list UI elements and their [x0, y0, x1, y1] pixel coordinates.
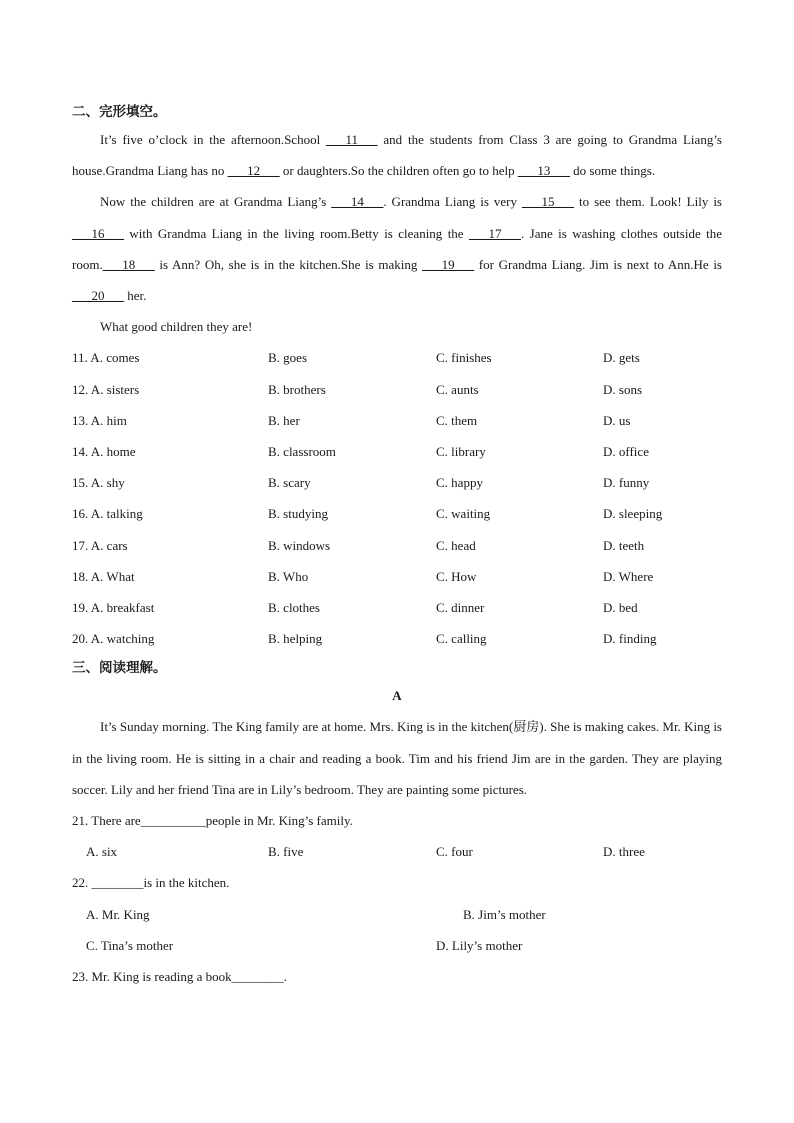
option-c: C. happy: [436, 475, 483, 491]
option-c: C. waiting: [436, 506, 491, 522]
option-c: C. aunts: [436, 381, 479, 397]
option-a: 15. A. shy: [72, 475, 125, 491]
option-b: B. helping: [268, 631, 323, 647]
option-b: B. Jim’s mother: [463, 906, 546, 922]
option-d: D. Where: [603, 568, 654, 584]
option-b: B. her: [268, 412, 300, 428]
option-c: C. dinner: [436, 599, 485, 615]
blank-11: ___11___: [326, 132, 378, 147]
option-c: C. head: [436, 537, 476, 553]
option-b: B. windows: [268, 537, 331, 553]
option-d: D. funny: [603, 475, 650, 491]
option-b: B. Who: [268, 568, 309, 584]
option-b: B. brothers: [268, 381, 326, 397]
option-d: D. office: [603, 443, 649, 459]
option-b: B. classroom: [268, 443, 336, 459]
option-d: D. sons: [603, 381, 643, 397]
option-c: C. finishes: [436, 350, 492, 366]
blank-20: ___20___: [72, 288, 124, 304]
option-a: A. six: [86, 844, 118, 860]
option-c: C. How: [436, 568, 477, 584]
cloze-option-row: [72, 498, 722, 529]
option-d: D. bed: [603, 599, 638, 615]
option-d: D. sleeping: [603, 506, 663, 522]
question-22-options-row1: [72, 899, 722, 930]
blank-16: ___16___: [72, 225, 124, 241]
option-a: 14. A. home: [72, 443, 136, 459]
option-a: 18. A. What: [72, 568, 135, 584]
option-b: B. five: [268, 844, 304, 860]
blank-12: ___12___: [227, 163, 280, 179]
option-c: C. Tina’s mother: [86, 937, 174, 953]
cloze-option-row: [72, 592, 722, 623]
blank-18: ___18___: [102, 256, 155, 272]
option-a: 16. A. talking: [72, 506, 143, 522]
reading-passage: It’s Sunday morning. The King family are at home. Mrs. King is in the kitchen(厨房). She is making cakes. Mr. King is in the living room. He is sitting in a chair and reading a book. Tim and his friend Jim are in the garden. They are playing soccer. Lily and her friend Tina are in Lily’s bedroom. They are painting some pictures.: [72, 719, 722, 797]
option-a: 12. A. sisters: [72, 381, 140, 397]
question-22: 22. ________is in the kitchen.: [72, 875, 230, 891]
section3-heading: 三、阅读理解。: [72, 660, 167, 677]
passage-title: A: [392, 688, 402, 704]
cloze-paragraph-2: Now the children are at Grandma Liang’s ___14___. Grandma Liang is very ___15___ to see them. Look! Lily is ___16___ with Grandma Liang in the living room.Betty is cleaning the ___17___. Jane is washing clothes outside the room.___18___ is Ann? Oh, she is in the kitchen.She is making ___19___ for Grandma Liang. Jim is next to Ann.He is ___20___ her.: [72, 194, 722, 304]
option-a: 19. A. breakfast: [72, 599, 155, 615]
option-a: A. Mr. King: [86, 906, 150, 922]
cloze-option-row: [72, 342, 722, 373]
option-a: 13. A. him: [72, 412, 127, 428]
option-b: B. studying: [268, 506, 328, 522]
cloze-option-row: [72, 467, 722, 498]
cloze-paragraph-3: What good children they are!: [100, 319, 253, 335]
option-a: 17. A. cars: [72, 537, 128, 553]
option-c: C. calling: [436, 631, 487, 647]
option-c: C. them: [436, 412, 478, 428]
option-d: D. us: [603, 412, 631, 428]
question-22-options-row2: [72, 930, 722, 961]
option-d: D. gets: [603, 350, 640, 366]
option-b: B. goes: [268, 350, 307, 366]
option-a: 20. A. watching: [72, 631, 155, 647]
worksheet-page: [72, 100, 722, 992]
option-d: D. finding: [603, 631, 657, 647]
option-c: C. four: [436, 844, 473, 860]
question-21-options: [72, 836, 722, 867]
cloze-option-row: [72, 561, 722, 592]
question-21: 21. There are__________people in Mr. King’s family.: [72, 813, 353, 829]
cloze-option-row: [72, 530, 722, 561]
option-b: B. clothes: [268, 599, 320, 615]
option-c: C. library: [436, 443, 486, 459]
cloze-option-row: [72, 436, 722, 467]
blank-14: ___14___: [331, 194, 384, 210]
blank-19: ___19___: [422, 256, 475, 272]
blank-15: ___15___: [521, 194, 574, 210]
cloze-option-row: [72, 405, 722, 436]
option-d: D. Lily’s mother: [436, 937, 523, 953]
option-a: 11. A. comes: [72, 350, 140, 366]
option-b: B. scary: [268, 475, 311, 491]
blank-17: ___17___: [468, 225, 521, 241]
cloze-options: [72, 342, 722, 654]
cloze-paragraph-1: It’s five o’clock in the afternoon.School ___11___ and the students from Class 3 are going to Grandma Liang’s house.Grandma Liang has no ___12___ or daughters.So the children often go to help ___13___ do some things.: [72, 132, 722, 179]
cloze-option-row: [72, 623, 722, 654]
section2-heading: 二、完形填空。: [72, 104, 167, 120]
option-d: D. teeth: [603, 537, 645, 553]
blank-13: ___13___: [517, 163, 570, 179]
option-d: D. three: [603, 844, 645, 860]
question-23: 23. Mr. King is reading a book________.: [72, 969, 287, 985]
cloze-option-row: [72, 374, 722, 405]
